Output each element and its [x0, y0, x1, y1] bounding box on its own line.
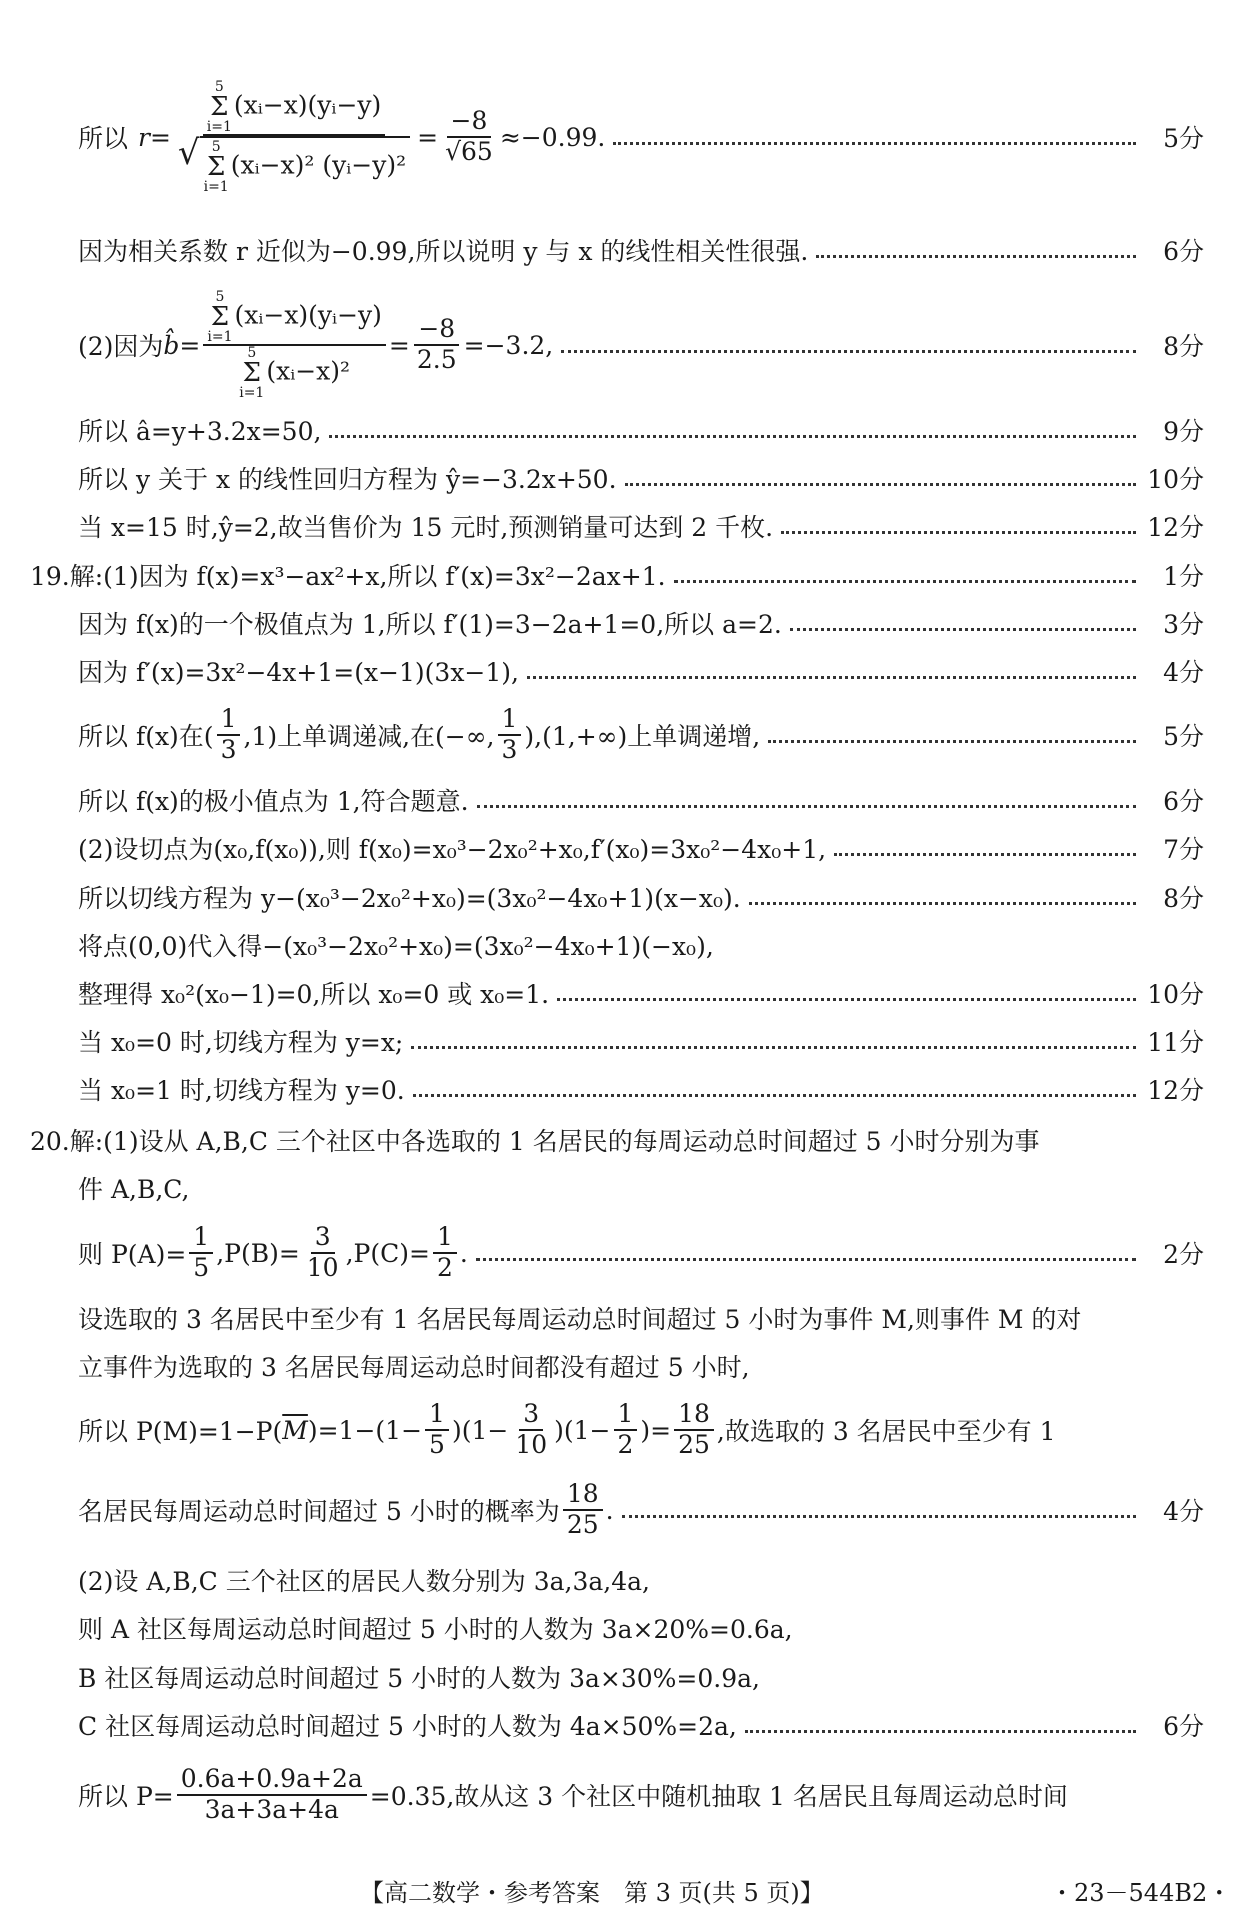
score: 10分 — [1147, 465, 1204, 494]
text: . — [459, 1238, 468, 1268]
score: 4分 — [1163, 1497, 1204, 1526]
score: 9分 — [1163, 417, 1204, 446]
dot-leader — [625, 483, 1136, 486]
b-numerator: (xᵢ−x)(yᵢ−y) — [234, 300, 382, 330]
text: 19.解:(1)因为 f(x)=x³−ax²+x,所以 f′(x)=3x²−2ax+1. — [30, 562, 666, 591]
b-formula-line — [78, 290, 1204, 400]
text: )=1−(1− — [307, 1415, 423, 1445]
fraction-18-25: $\frac{18}{25}$ — [563, 1480, 603, 1540]
score: 3分 — [1163, 610, 1204, 639]
q20-line-11 — [78, 1705, 1204, 1745]
q20-line-10 — [78, 1657, 1204, 1697]
score: 2分 — [1163, 1240, 1204, 1269]
text: 所以 f(x)在( — [78, 722, 214, 751]
dot-leader — [816, 255, 1136, 258]
text: 所以 y 关于 x 的线性回归方程为 ŷ=−3.2x+50. — [78, 465, 617, 494]
q20-line-12 — [78, 1755, 1204, 1835]
score: 8分 — [1163, 332, 1204, 361]
text: 整理得 x₀²(x₀−1)=0,所以 x₀=0 或 x₀=1. — [78, 980, 550, 1009]
score: 5分 — [1163, 124, 1204, 153]
text: 因为 f′(x)=3x²−4x+1=(x−1)(3x−1), — [78, 658, 519, 687]
r-fraction: 5 Σ i=1 (xᵢ−x)(yᵢ−y) √ 5 Σ i=1 (xᵢ−x)² (yᵢ−y)² — [174, 80, 414, 194]
fraction-one-fifth: $\frac{1}{5}$ — [189, 1223, 213, 1283]
dot-leader — [674, 580, 1136, 583]
line-6 — [78, 506, 1204, 546]
text: 当 x=15 时,ŷ=2,故当售价为 15 元时,预测销量可达到 2 千枚. — [78, 513, 774, 542]
dot-leader — [561, 350, 1136, 353]
score: 8分 — [1163, 884, 1204, 913]
q19-line-4 — [78, 700, 1204, 770]
b-value-fraction: $\frac{-8}{2.5}$ — [413, 315, 461, 375]
line-5 — [78, 458, 1204, 498]
score: 12分 — [1147, 1076, 1204, 1105]
text: . — [605, 1495, 614, 1525]
text: 立事件为选取的 3 名居民每周运动总时间都没有超过 5 小时, — [78, 1353, 750, 1382]
equals: = — [417, 122, 439, 152]
q19-line-1 — [30, 555, 1204, 595]
score: 6分 — [1163, 1712, 1204, 1741]
q19-line-5 — [78, 780, 1204, 820]
dot-leader — [790, 628, 1136, 631]
text: =0.35,故从这 3 个社区中随机抽取 1 名居民且每周运动总时间 — [369, 1782, 1068, 1811]
fraction-one-half: $\frac{1}{2}$ — [614, 1400, 638, 1460]
q20-line-1 — [30, 1120, 1204, 1160]
text: )(1− — [554, 1415, 611, 1445]
q19-line-2 — [78, 603, 1204, 643]
text: 则 P(A)= — [78, 1240, 187, 1269]
r-numerator: (xᵢ−x)(yᵢ−y) — [233, 90, 382, 120]
m-bar: $\overline{M}$ — [282, 1415, 308, 1445]
score: 10分 — [1147, 980, 1204, 1009]
b-lhs: b̂= — [163, 330, 201, 360]
text: )= — [640, 1415, 672, 1445]
dot-leader — [834, 853, 1136, 856]
score: 12分 — [1147, 513, 1204, 542]
score: 7分 — [1163, 835, 1204, 864]
text: 所以 f(x)的极小值点为 1,符合题意. — [78, 787, 469, 816]
q20-line-2 — [78, 1168, 1204, 1208]
text: ),(1,+∞)上单调递增, — [524, 722, 761, 751]
r-result: ≈−0.99. — [499, 122, 606, 152]
text: 所以 P(M)=1−P( — [78, 1417, 283, 1446]
text: C 社区每周运动总时间超过 5 小时的人数为 4a×50%=2a, — [78, 1712, 737, 1741]
dot-leader — [527, 676, 1136, 679]
fraction-18-25: $\frac{18}{25}$ — [674, 1400, 714, 1460]
r-lhs: r= — [138, 122, 171, 152]
score: 1分 — [1163, 562, 1204, 591]
text: 则 A 社区每周运动总时间超过 5 小时的人数为 3a×20%=0.6a, — [78, 1615, 793, 1644]
text: ,1)上单调递减,在(−∞, — [243, 722, 495, 751]
text: (2)设切点为(x₀,f(x₀)),则 f(x₀)=x₀³−2x₀²+x₀,f′(x₀)=3x₀²−4x₀+1, — [78, 835, 827, 864]
q20-line-7 — [78, 1475, 1204, 1545]
text: 将点(0,0)代入得−(x₀³−2x₀²+x₀)=(3x₀²−4x₀+1)(−x₀), — [78, 932, 714, 961]
b-denominator: (xᵢ−x)² — [266, 356, 351, 386]
dot-leader — [768, 740, 1136, 743]
dot-leader — [749, 902, 1136, 905]
q19-line-11 — [78, 1069, 1204, 1109]
fraction-three-tenths: $\frac{3}{10}$ — [306, 1222, 339, 1282]
score: 11分 — [1147, 1028, 1204, 1057]
dot-leader — [745, 1730, 1136, 1733]
text: B 社区每周运动总时间超过 5 小时的人数为 3a×30%=0.9a, — [78, 1664, 760, 1693]
q20-line-4 — [78, 1298, 1204, 1338]
line-2 — [78, 230, 1204, 270]
dot-leader — [477, 805, 1136, 808]
fraction-one-third: $\frac{1}{3}$ — [498, 705, 522, 765]
dot-leader — [557, 998, 1136, 1001]
text: 所以切线方程为 y−(x₀³−2x₀²+x₀)=(3x₀²−4x₀+1)(x−x₀). — [78, 884, 741, 913]
r-formula-line — [78, 79, 1204, 195]
fraction-one-third: $\frac{1}{3}$ — [217, 705, 241, 765]
q20-line-3 — [78, 1218, 1204, 1288]
dot-leader — [329, 435, 1136, 438]
line-4 — [78, 410, 1204, 450]
text: (2)设 A,B,C 三个社区的居民人数分别为 3a,3a,4a, — [78, 1567, 650, 1596]
text: ,P(B)= — [216, 1238, 300, 1268]
text: 所以 â=y+3.2x=50, — [78, 417, 322, 446]
score: 6分 — [1163, 237, 1204, 266]
r-value-fraction: $\frac{-8}{√65}$ — [445, 106, 493, 166]
equals: = — [388, 330, 410, 360]
p-fraction: $\frac{0.6a+0.9a+2a}{3a+3a+4a}$ — [177, 1765, 367, 1825]
text: ,故选取的 3 名居民中至少有 1 — [716, 1417, 1056, 1446]
dot-leader — [622, 1515, 1136, 1518]
text: (2)因为 — [78, 332, 164, 361]
text: )(1− — [451, 1415, 509, 1445]
text: 所以 — [78, 124, 129, 153]
q19-line-8 — [78, 925, 1204, 965]
score: 5分 — [1163, 722, 1204, 751]
fraction-one-half: $\frac{1}{2}$ — [433, 1223, 457, 1283]
text: 设选取的 3 名居民中至少有 1 名居民每周运动总时间超过 5 小时为事件 M,则事件 M 的对 — [78, 1305, 1082, 1334]
fraction-one-fifth: $\frac{1}{5}$ — [425, 1400, 449, 1460]
text: 所以 P= — [78, 1782, 174, 1811]
q20-line-8 — [78, 1560, 1204, 1600]
dot-leader — [411, 1046, 1136, 1049]
score: 4分 — [1163, 658, 1204, 687]
q19-line-10 — [78, 1021, 1204, 1061]
q19-line-3 — [78, 651, 1204, 691]
dot-leader — [413, 1094, 1136, 1097]
q19-line-7 — [78, 877, 1204, 917]
footer-center: 【高二数学・参考答案 第 3 页(共 5 页)】 — [360, 1879, 824, 1907]
text: 当 x₀=0 时,切线方程为 y=x; — [78, 1028, 404, 1057]
q20-line-9 — [78, 1608, 1204, 1648]
fraction-three-tenths: $\frac{3}{10}$ — [515, 1399, 548, 1459]
q19-line-6 — [78, 828, 1204, 868]
text: 名居民每周运动总时间超过 5 小时的概率为 — [78, 1497, 560, 1526]
q20-line-6 — [78, 1395, 1204, 1465]
text: 当 x₀=1 时,切线方程为 y=0. — [78, 1076, 405, 1105]
dot-leader — [476, 1258, 1136, 1261]
r-denominator: (xᵢ−x)² (yᵢ−y)² — [230, 150, 407, 180]
q19-line-9 — [78, 973, 1204, 1013]
text: 20.解:(1)设从 A,B,C 三个社区中各选取的 1 名居民的每周运动总时间超过 5 小时分别为事 — [30, 1127, 1040, 1156]
q20-line-5 — [78, 1346, 1204, 1386]
dot-leader — [781, 531, 1136, 534]
b-result: =−3.2, — [463, 330, 554, 360]
sigma: 5 Σ i=1 — [206, 79, 232, 135]
dot-leader — [613, 142, 1136, 145]
text: 件 A,B,C, — [78, 1175, 190, 1204]
text: 因为 f(x)的一个极值点为 1,所以 f′(1)=3−2a+1=0,所以 a=2. — [78, 610, 782, 639]
b-fraction: 5 Σ i=1 (xᵢ−x)(yᵢ−y) 5 Σ i=1 (xᵢ−x)² — [203, 290, 386, 400]
text: 因为相关系数 r 近似为−0.99,所以说明 y 与 x 的线性相关性很强. — [78, 237, 809, 266]
text: ,P(C)= — [345, 1238, 430, 1268]
score: 6分 — [1163, 787, 1204, 816]
footer-code: ・23－544B2・ — [1050, 1879, 1232, 1907]
